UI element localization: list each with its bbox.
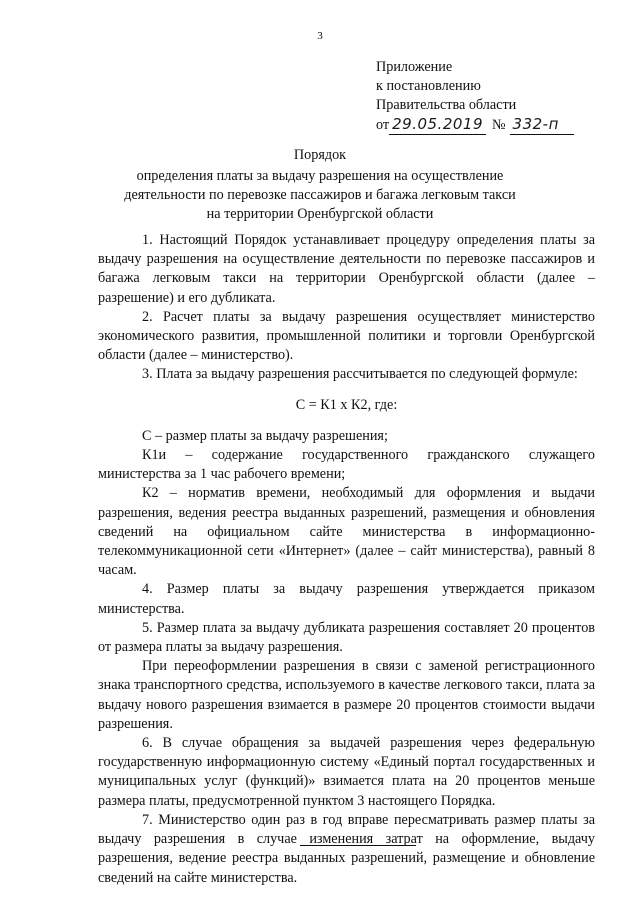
appendix-block — [376, 58, 626, 135]
paragraph-5-continued: При переоформлении разрешения в связи с заменой регистрационного знака транспортного средства, используемого в качестве легкового такси, плата за выдачу нового разрешения взимается в размере 20 процентов стоимости выдачи разрешения. — [98, 658, 595, 732]
definition-k2: К2 – норматив времени, необходимый для оформления и выдачи разрешения, ведения реестра выданных разрешений, размещения и обновления сведений на официальном сайте министерства в информационно-телекоммуникационной сети «Интернет» (далее – сайт министерства), равный 8 часам. — [98, 485, 595, 579]
paragraph-7: 7. Министерство один раз в год вправе пересматривать размер платы за выдачу разрешения в случае изменения затрат на оформление, выдачу разрешения, ведение реестра выданных разрешений, размещение и обновление сведений на сайте министерства. — [98, 811, 595, 886]
title-line-3: на территории Оренбургской области — [206, 206, 434, 222]
appendix-line-1: Приложение — [376, 59, 453, 75]
appendix-date-number-line — [376, 115, 626, 135]
appendix-line-3: Правительства области — [376, 97, 517, 113]
title-line-2: деятельности по перевозке пассажиров и багажа легковым такси — [124, 187, 516, 203]
paragraph-6: 6. В случае обращения за выдачей разрешения через федеральную государственную информационную систему «Единый портал государственных и муниципальных услуг (функций)» взимается плата на 20 процентов меньше размера платы, предусмотренной пунктом 3 настоящего Порядка. — [98, 735, 595, 809]
page-number: 3 — [317, 30, 323, 42]
handwritten-date: 29.05.2019 — [389, 115, 486, 135]
document-title — [40, 146, 600, 224]
paragraph-2: 2. Расчет платы за выдачу разрешения осуществляет министерство экономического развития, промышленной политики и торговли Оренбургской области (далее – министерство). — [98, 308, 595, 364]
formula: С = К1 х К2, где: — [295, 396, 398, 413]
paragraph-4: 4. Размер платы за выдачу разрешения утверждается приказом министерства. — [98, 581, 595, 617]
end-divider — [300, 845, 416, 846]
paragraph-5: 5. Размер плата за выдачу дубликата разрешения составляет 20 процентов от размера платы за выдачу разрешения. — [98, 619, 595, 656]
document-body — [98, 231, 595, 888]
title-line-1: определения платы за выдачу разрешения на осуществление — [136, 168, 504, 184]
from-label: от — [376, 117, 390, 133]
number-label: № — [492, 117, 506, 133]
paragraph-1: 1. Настоящий Порядок устанавливает процедуру определения платы за выдачу разрешения на осуществление деятельности по перевозке пассажиров и багажа легковым такси на территории Оренбургской области (далее – разрешение) и его дубликата. — [98, 232, 595, 306]
definition-c: С – размер платы за выдачу разрешения; — [142, 427, 388, 444]
definition-k1: К1и – содержание государственного гражданского служащего министерства за 1 час рабочего времени; — [98, 447, 595, 483]
paragraph-3: 3. Плата за выдачу разрешения рассчитывается по следующей формуле: — [142, 366, 578, 383]
title-main: Порядок — [293, 147, 347, 163]
handwritten-number: 332-п — [510, 115, 574, 135]
appendix-line-2: к постановлению — [376, 78, 481, 94]
